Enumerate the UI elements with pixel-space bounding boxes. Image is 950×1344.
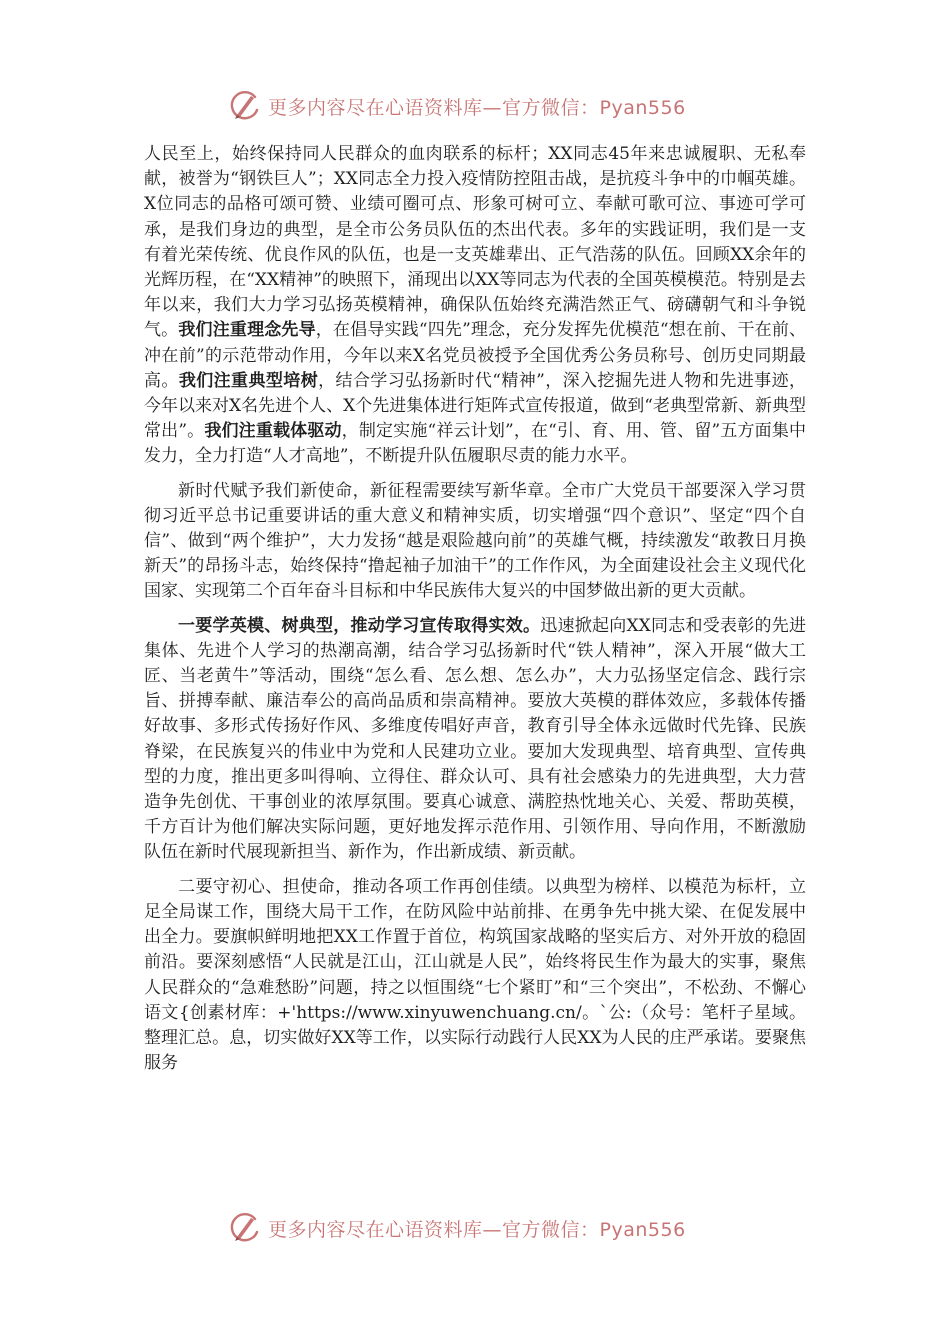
header-banner [226, 88, 726, 124]
paragraph-2: 新时代赋予我们新使命，新征程需要续写新华章。全市广大党员干部要深入学习贯彻习近平总书记重要讲话的重大意义和精神实质，切实增强“四个意识”、坚定“四个自信”、做到“两个维护”，大力发扬“越是艰险越向前”的英雄气概，持续激发“敢教日月换新天”的昂扬斗志，始终保持“撸起袖子加油干”的工作作风，为全面建设社会主义现代化国家、实现第二个百年奋斗目标和中华民族伟大复兴的中国梦做出新的更大贡献。 [144, 480, 806, 602]
paragraph-1-text-4: ，制定实施“祥云计划”，在“引、育、用、管、留”五方面集中发力，全力打造“人才高地”，不断提升队伍履职尽责的能力水平。 [144, 421, 807, 467]
paragraph-1-bold-1: 我们注重理念先导 [178, 320, 316, 341]
paragraph-1-bold-2: 我们注重典型培树 [178, 370, 319, 391]
paragraph-1-bold-3: 我们注重载体驱动 [204, 421, 342, 442]
document-body [144, 142, 806, 1085]
paragraph-4: 二要守初心、担使命，推动各项工作再创佳绩。以典型为榜样、以模范为标杆，立足全局谋工作，围绕大局干工作，在防风险中站前排、在勇争先中挑大梁、在促发展中出全力。要旗帜鲜明地把XX工作置于首位，构筑国家战略的坚实后方、对外开放的稳固前沿。要深刻感悟“人民就是江山，江山就是人民”，始终将民生作为最大的实事，聚焦人民群众的“急难愁盼”问题，持之以恒围绕“七个紧盯”和“三个突出”，不松劲、不懈心语文{创素材库：+'https://www.xinyuwenchuang.cn/。`公:（众号：笔杆子星域。整理汇总。息，切实做好XX等工作，以实际行动践行人民XX为人民的庄严承诺。要聚焦服务 [144, 876, 806, 1074]
pen-circle-icon [226, 1210, 262, 1246]
footer-banner-text: 更多内容尽在心语资料库—官方微信：Pyan556 [268, 1218, 686, 1241]
paragraph-3-heading: 一要学英模、树典型，推动学习宣传取得实效。 [178, 615, 541, 636]
paragraph-1-text-2: ，在倡导实践“四先”理念，充分发挥先优模范“想在前、干在前、冲在前”的示范带动作用，今年以来X名党员被授予全国优秀公务员称号、创历史同期最高。 [144, 320, 806, 391]
paragraph-1-text-3: ，结合学习弘扬新时代“精神”，深入挖掘先进人物和先进事迹，今年以来对X名先进个人、X个先进集体进行矩阵式宣传报道，做到“老典型常新、新典型常出”。 [144, 370, 807, 442]
footer-banner [226, 1210, 726, 1246]
paragraph-3-text: 迅速掀起向XX同志和受表彰的先进集体、先进个人学习的热潮高潮，结合学习弘扬新时代“铁人精神”，深入开展“做大工匠、当老黄牛”等活动，围绕“怎么看、怎么想、怎么办”，大力弘扬坚定信念、践行宗旨、拼搏奉献、廉洁奉公的高尚品质和崇高精神。要放大英模的群体效应，多载体传播好故事、多形式传扬好作风、多维度传唱好声音，教育引导全体永远做时代先锋、民族脊梁，在民族复兴的伟业中为党和人民建功立业。要加大发现典型、培育典型、宣传典型的力度，推出更多叫得响、立得住、群众认可、具有社会感染力的先进典型，大力营造争先创优、干事创业的浓厚氛围。要真心诚意、满腔热忱地关心、关爱、帮助英模，千方百计为他们解决实际问题，更好地发挥示范作用、引领作用、导向作用，不断激励队伍在新时代展现新担当、新作为，作出新成绩、新贡献。 [144, 615, 806, 863]
paragraph-1-text-1: 人民至上，始终保持同人民群众的血肉联系的标杆；XX同志45年来忠诚履职、无私奉献，被誉为“钢铁巨人”；XX同志全力投入疫情防控阻击战，是抗疫斗争中的巾帼英雄。X位同志的品格可颂可赞、业绩可圈可点、形象可树可立、奉献可歌可泣、事迹可学可承，是我们身边的典型，是全市公务员队伍的杰出代表。多年的实践证明，我们是一支有着光荣传统、优良作风的队伍，也是一支英雄辈出、正气浩荡的队伍。回顾XX余年的光辉历程，在“XX精神”的映照下，涌现出以XX等同志为代表的全国英模模范。特别是去年以来，我们大力学习弘扬英模精神，确保队伍始终充满浩然正气、磅礴朝气和斗争锐气。 [144, 144, 806, 341]
header-banner-text: 更多内容尽在心语资料库—官方微信：Pyan556 [268, 96, 686, 119]
paragraph-3 [144, 614, 806, 866]
paragraph-1 [144, 142, 806, 470]
pen-circle-icon [226, 88, 262, 124]
